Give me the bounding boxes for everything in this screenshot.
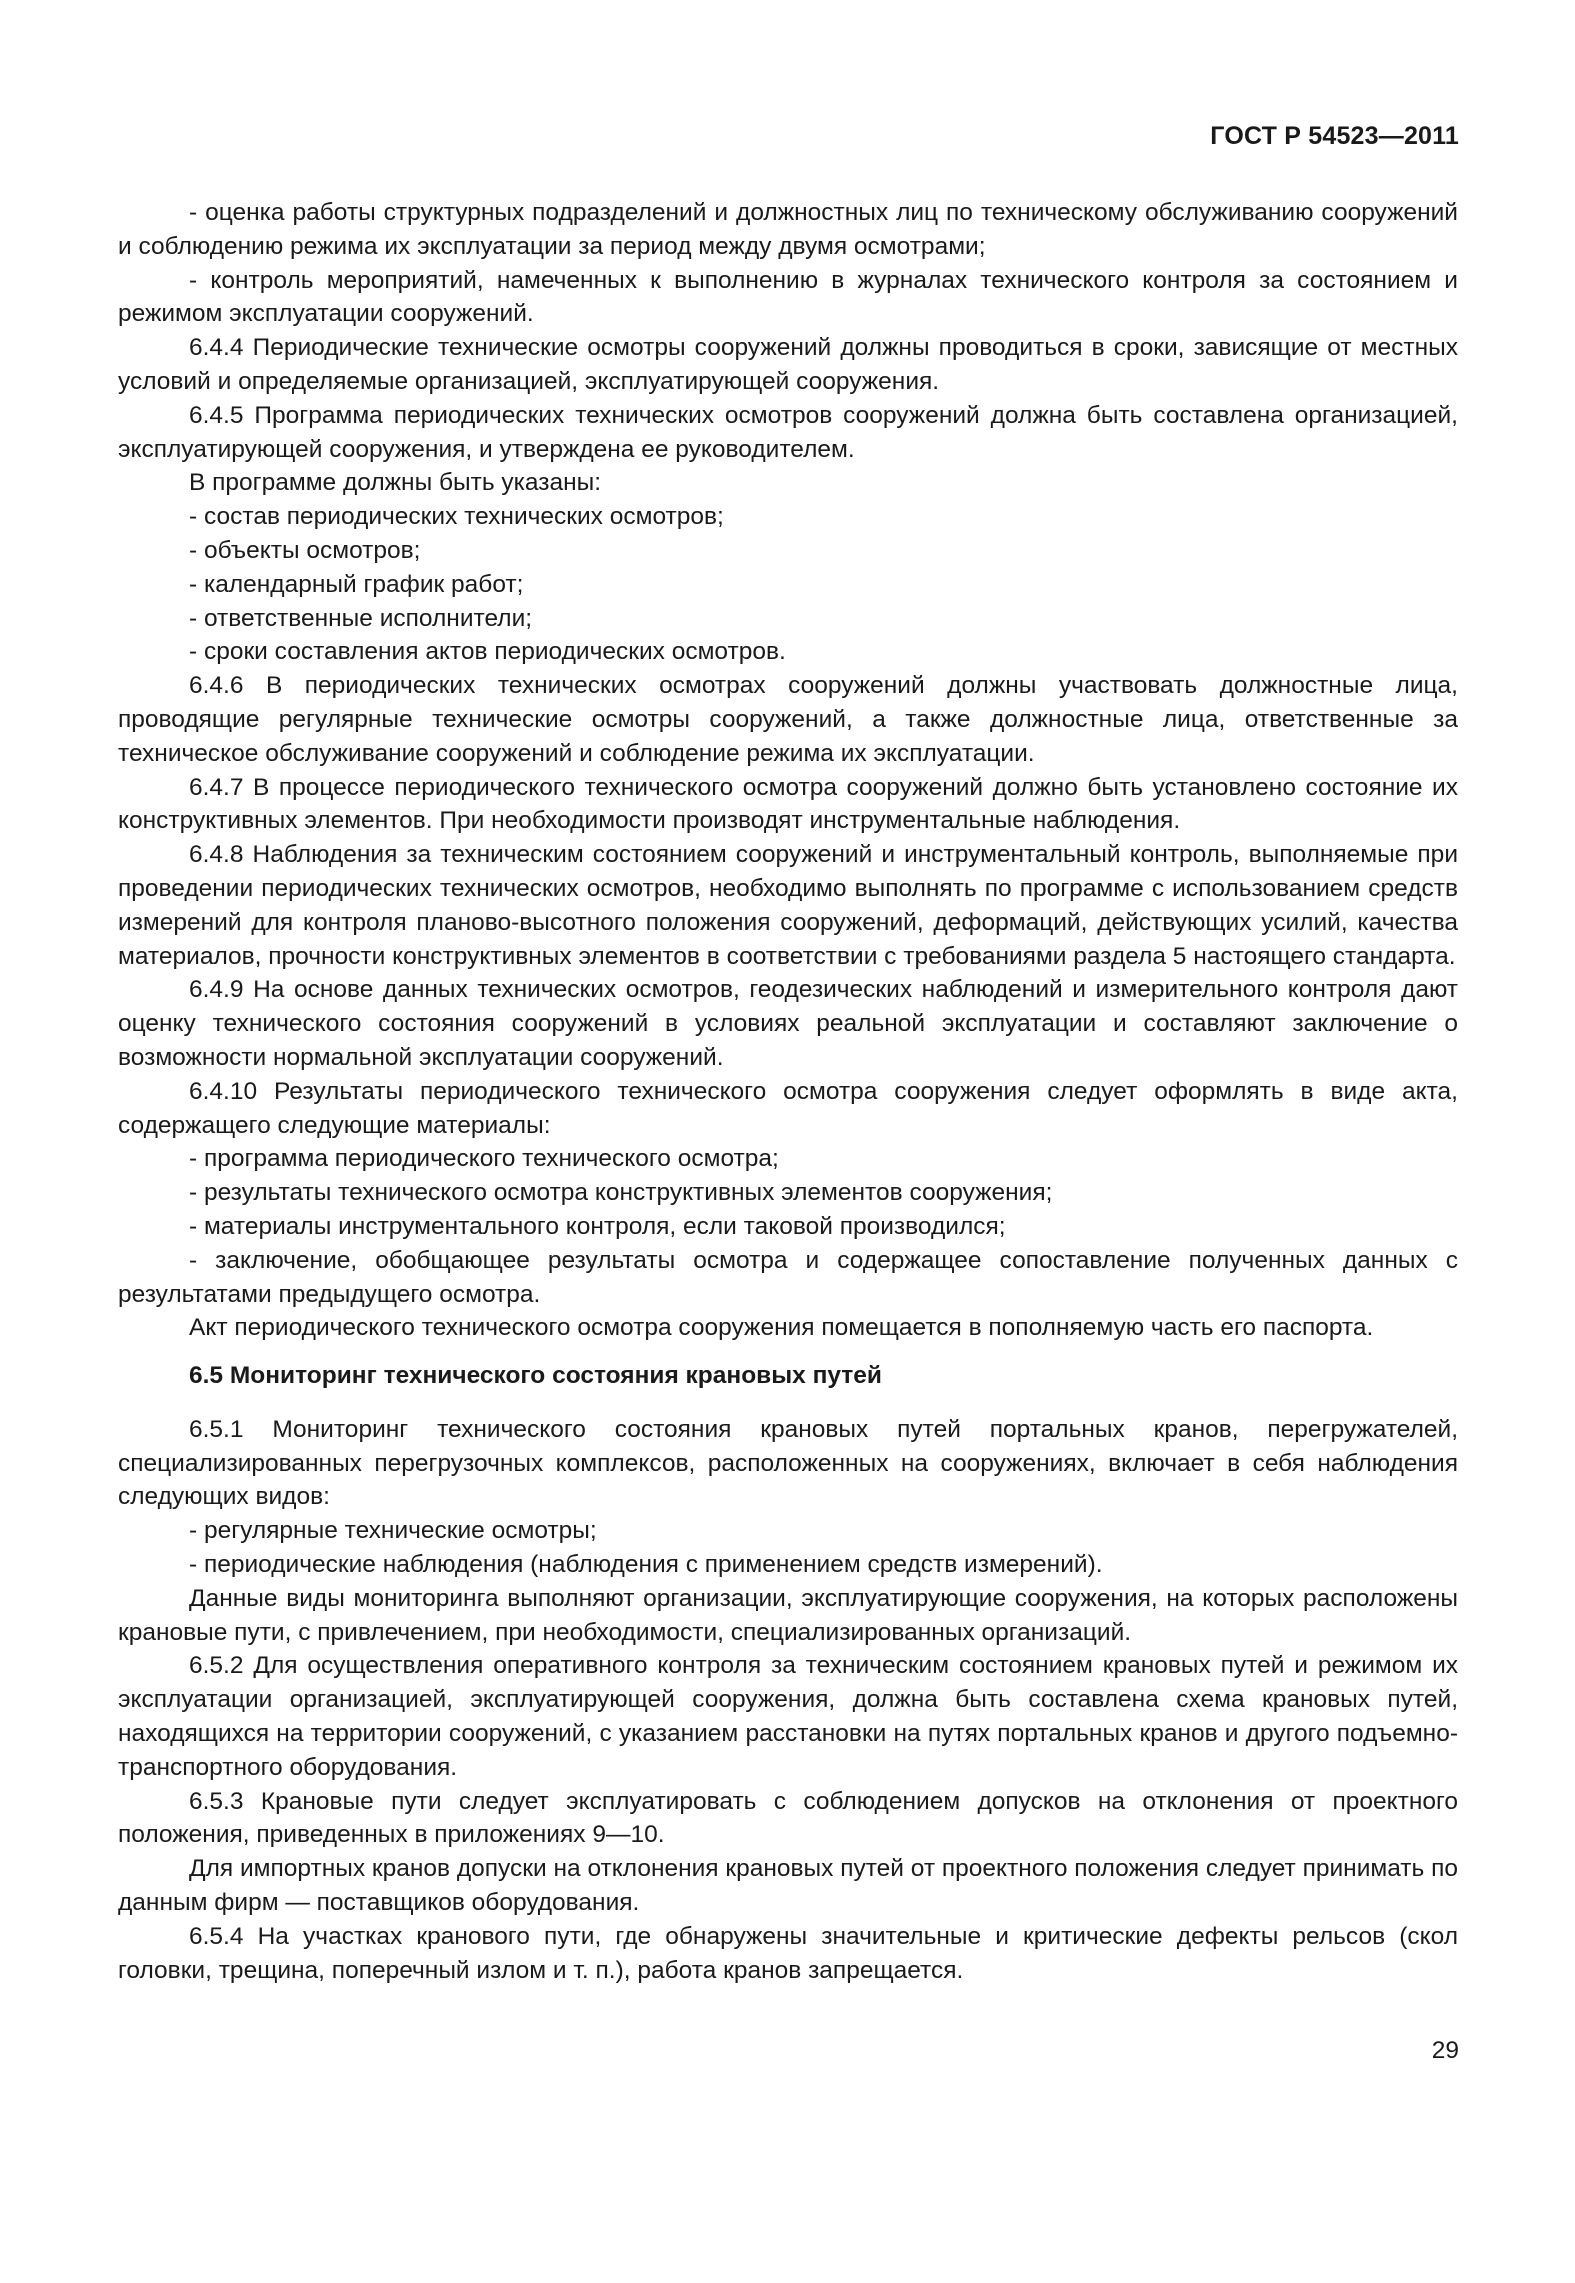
list-item: - материалы инструментального контроля, если таковой производился; xyxy=(189,1212,1006,1240)
paragraph: Данные виды мониторинга выполняют организации, эксплуатирующие сооружения, на которых расположены крановые пути, с привлечением, при необходимости, специализированных организаций. xyxy=(118,1584,1458,1646)
paragraph: 6.5.2 Для осуществления оперативного контроля за техническим состоянием крановых путей и режимом их эксплуатации организацией, эксплуатирующей сооружения, должна быть составлена схема крановых путей, находящихся на территории сооружений, с указанием расстановки на путях портальных кранов и другого подъемно-транспортного оборудования. xyxy=(118,1652,1458,1781)
list-item: - результаты технического осмотра конструктивных элементов сооружения; xyxy=(189,1179,1053,1207)
section-heading: 6.5 Мониторинг технического состояния крановых путей xyxy=(189,1362,882,1390)
paragraph: 6.5.3 Крановые пути следует эксплуатировать с соблюдением допусков на отклонения от проектного положения, приведенных в приложениях 9—10. xyxy=(118,1787,1458,1849)
paragraph: Акт периодического технического осмотра сооружения помещается в пополняемую часть его паспорта. xyxy=(189,1314,1374,1342)
list-item: - календарный график работ; xyxy=(189,570,524,598)
list-item: - периодические наблюдения (наблюдения с применением средств измерений). xyxy=(189,1551,1103,1579)
list-item: - регулярные технические осмотры; xyxy=(189,1517,597,1545)
list-item: - заключение, обобщающее результаты осмотра и содержащее сопоставление полученных данных с результатами предыдущего осмотра. xyxy=(118,1246,1458,1308)
list-item: - состав периодических технических осмотров; xyxy=(189,503,724,531)
paragraph: В программе должны быть указаны: xyxy=(189,469,602,497)
page-number: 29 xyxy=(1431,2037,1459,2064)
paragraph: - оценка работы структурных подразделений и должностных лиц по техническому обслуживанию сооружений и соблюдению режима их эксплуатации за период между двумя осмотрами; xyxy=(118,199,1458,260)
list-item: - ответственные исполнители; xyxy=(189,604,533,632)
paragraph: 6.5.1 Мониторинг технического состояния крановых путей портальных кранов, перегружателей, специализированных перегрузочных комплексов, расположенных на сооружениях, включает в себя наблюдения следующих видов: xyxy=(118,1415,1458,1511)
paragraph: 6.4.4 Периодические технические осмотры сооружений должны проводиться в сроки, зависящие от местных условий и определяемые организацией, эксплуатирующей сооружения. xyxy=(118,334,1458,395)
paragraph: 6.4.5 Программа периодических технических осмотров сооружений должна быть составлена организацией, эксплуатирующей сооружения, и утверждена ее руководителем. xyxy=(118,401,1458,463)
document-body xyxy=(118,196,1458,1987)
list-item: - сроки составления актов периодических осмотров. xyxy=(189,638,786,666)
paragraph: - контроль мероприятий, намеченных к выполнению в журналах технического контроля за состоянием и режимом эксплуатации сооружений. xyxy=(118,266,1458,328)
list-item: - объекты осмотров; xyxy=(189,536,421,564)
paragraph: 6.4.7 В процессе периодического технического осмотра сооружений должно быть установлено состояние их конструктивных элементов. При необходимости производят инструментальные наблюдения. xyxy=(118,773,1458,835)
paragraph: 6.4.10 Результаты периодического технического осмотра сооружения следует оформлять в виде акта, содержащего следующие материалы: xyxy=(118,1077,1458,1139)
document-code: ГОСТ Р 54523—2011 xyxy=(1210,122,1459,150)
paragraph: 6.4.9 На основе данных технических осмотров, геодезических наблюдений и измерительного контроля дают оценку технического состояния сооружений в условиях реальной эксплуатации и составляют заключение о возможности нормальной эксплуатации сооружений. xyxy=(118,976,1458,1071)
paragraph: 6.5.4 На участках кранового пути, где обнаружены значительные и критические дефекты рельсов (скол головки, трещина, поперечный излом и т. п.), работа кранов запрещается. xyxy=(118,1922,1458,1984)
paragraph: Для импортных кранов допуски на отклонения крановых путей от проектного положения следует принимать по данным фирм — поставщиков оборудования. xyxy=(118,1855,1458,1917)
paragraph: 6.4.6 В периодических технических осмотрах сооружений должны участвовать должностные лица, проводящие регулярные технические осмотры сооружений, а также должностные лица, ответственные за техническое обслуживание сооружений и соблюдение режима их эксплуатации. xyxy=(118,672,1458,767)
list-item: - программа периодического технического осмотра; xyxy=(189,1145,779,1173)
paragraph: 6.4.8 Наблюдения за техническим состоянием сооружений и инструментальный контроль, выполняемые при проведении периодических технических осмотров, необходимо выполнять по программе с использованием средств измерений для контроля планово-высотного положения сооружений, деформаций, действующих усилий, качества материалов, прочности конструктивных элементов в соответствии с требованиями раздела 5 настоящего стандарта. xyxy=(118,841,1458,970)
